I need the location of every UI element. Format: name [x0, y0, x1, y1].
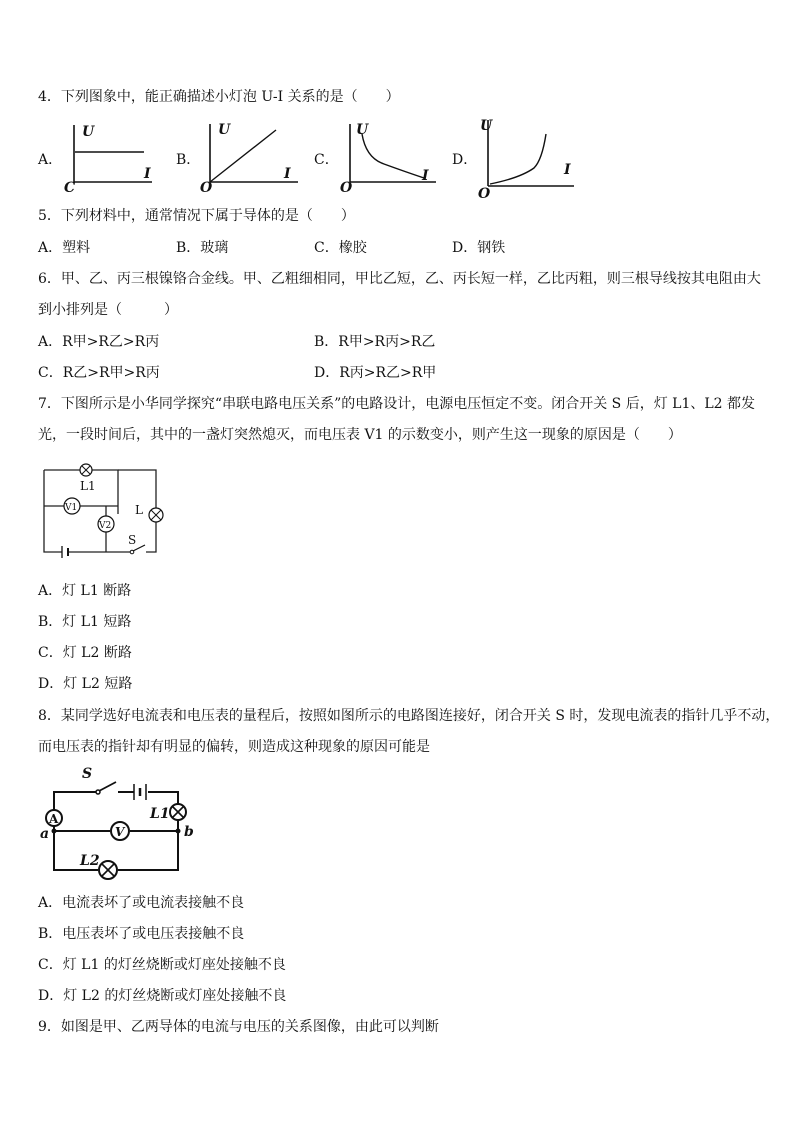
q4-graph-d	[476, 116, 596, 202]
q4-option-a-label: A．	[38, 152, 63, 168]
q8-option-d: D．灯 L2 的灯丝烧断或灯座处接触不良	[38, 988, 287, 1004]
q4-graph-b	[198, 120, 308, 196]
q7-circuit-diagram	[36, 456, 176, 566]
b-label: b	[184, 824, 194, 840]
q5-option-a: A．塑料	[38, 240, 91, 256]
switch-icon	[96, 782, 116, 794]
q4-stem: 4．下列图象中，能正确描述小灯泡 U-I 关系的是（ ）	[38, 89, 400, 105]
q6-option-a: A．R甲>R乙>R丙	[38, 334, 160, 350]
q5-stem: 5．下列材料中，通常情况下属于导体的是（ ）	[38, 208, 355, 224]
q5-option-c: C．橡胶	[314, 240, 367, 256]
battery-icon	[134, 784, 146, 800]
q4-graph-c	[336, 120, 446, 196]
q6-stem-line2: 到小排列是（ ）	[38, 302, 178, 318]
q4-graph-a	[60, 120, 170, 196]
q7-option-b: B．灯 L1 短路	[38, 614, 132, 630]
node-a	[52, 829, 57, 834]
battery-icon	[62, 546, 68, 558]
q7-stem-line1: 7．下图所示是小华同学探究“串联电路电压关系”的电路设计，电源电压恒定不变。闭合开关 S 后，灯 L1、L2 都发	[38, 396, 756, 412]
q6-option-d: D．R丙>R乙>R甲	[314, 365, 437, 381]
u-axis-label: U	[218, 122, 231, 138]
origin-label: C	[64, 180, 76, 196]
i-axis-label: I	[564, 162, 571, 178]
lamp-l1-icon	[170, 804, 186, 820]
q8-circuit-diagram	[36, 764, 206, 884]
decreasing-curve	[362, 134, 424, 178]
i-axis-label: I	[144, 166, 151, 182]
q9-stem: 9．如图是甲、乙两导体的电流与电压的关系图像，由此可以判断	[38, 1019, 439, 1035]
i-axis-label: I	[422, 168, 429, 184]
origin-label: O	[200, 180, 213, 196]
q7-option-d: D．灯 L2 短路	[38, 676, 133, 692]
q8-option-c: C．灯 L1 的灯丝烧断或灯座处接触不良	[38, 957, 286, 973]
q4-option-d-label: D．	[452, 152, 478, 168]
q6-option-b: B．R甲>R丙>R乙	[314, 334, 436, 350]
q8-stem-line2: 而电压表的指针却有明显的偏转，则造成这种现象的原因可能是	[38, 739, 430, 755]
q5-option-d: D．钢铁	[452, 240, 506, 256]
lamp-l1-icon	[80, 464, 92, 476]
q5-option-b: B．玻璃	[176, 240, 229, 256]
increasing-curve	[490, 134, 546, 184]
q6-stem-line1: 6．甲、乙、丙三根镍铬合金线。甲、乙粗细相同，甲比乙短，乙、丙长短一样，乙比丙粗，则三根导线按其电阻由大	[38, 271, 761, 287]
v2-label: V2	[99, 521, 112, 531]
s-label: S	[128, 533, 137, 547]
q8-stem-line1: 8．某同学选好电流表和电压表的量程后，按照如图所示的电路图连接好，闭合开关 S 时，发现电流表的指针几乎不动，	[38, 708, 780, 724]
i-axis-label: I	[284, 166, 291, 182]
q4-option-b-label: B．	[176, 152, 201, 168]
l1-label: L1	[80, 479, 96, 493]
l2-label: L2	[80, 853, 100, 869]
u-axis-label: U	[356, 122, 369, 138]
u-axis-label: U	[480, 118, 493, 134]
ammeter-label: A	[49, 812, 59, 826]
origin-label: O	[478, 186, 491, 202]
q7-stem-line2: 光，一段时间后，其中的一盏灯突然熄灭，而电压表 V1 的示数变小，则产生这一现象的原因是（ ）	[38, 427, 682, 443]
q6-option-c: C．R乙>R甲>R丙	[38, 365, 160, 381]
q8-option-a: A．电流表坏了或电流表接触不良	[38, 895, 245, 911]
q4-option-c-label: C．	[314, 152, 339, 168]
voltmeter-label: V	[115, 825, 125, 839]
q7-option-c: C．灯 L2 断路	[38, 645, 132, 661]
lamp-l2-icon	[99, 861, 117, 879]
a-label: a	[40, 826, 50, 842]
q7-option-a: A．灯 L1 断路	[38, 583, 132, 599]
l1-label: L1	[150, 806, 170, 822]
lamp-l2-icon	[149, 508, 163, 522]
q8-option-b: B．电压表坏了或电压表接触不良	[38, 926, 245, 942]
s-label: S	[82, 766, 93, 782]
origin-label: O	[340, 180, 353, 196]
l-label: L	[135, 503, 143, 517]
v1-label: V1	[65, 503, 78, 513]
node-b	[176, 829, 181, 834]
u-axis-label: U	[82, 124, 95, 140]
